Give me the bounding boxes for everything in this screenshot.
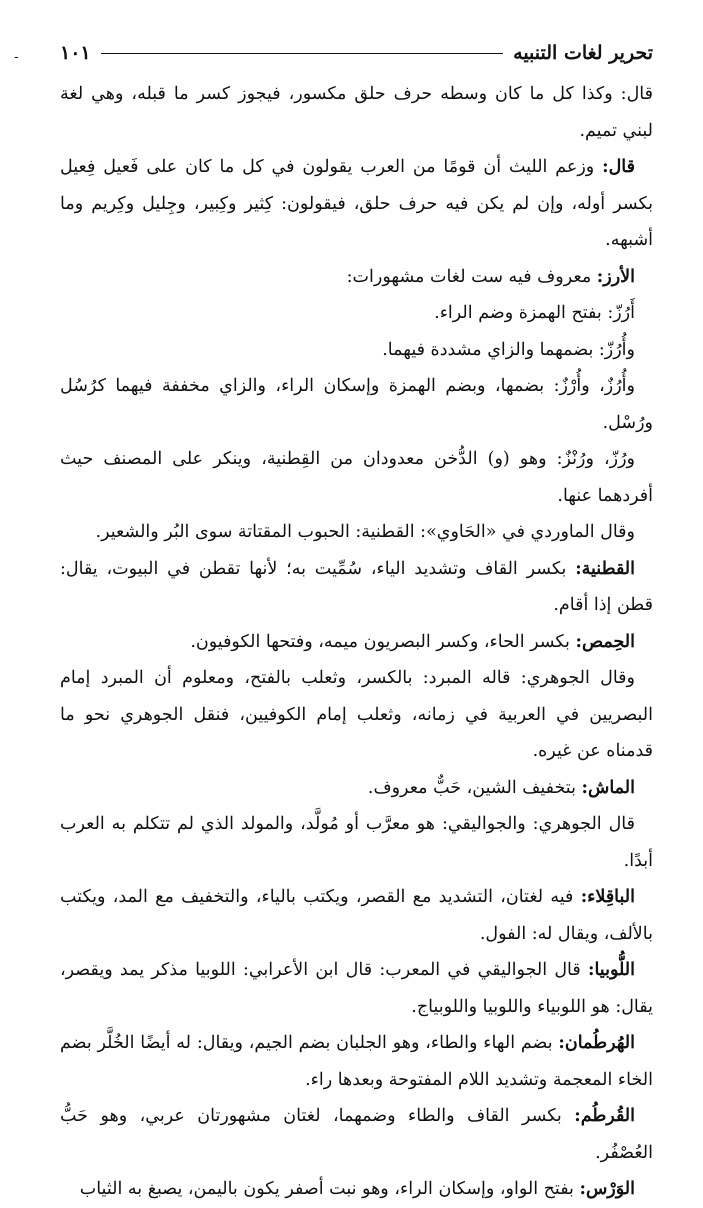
paragraph-text: وأُرُزّ: بضمهما والزاي مشددة فيهما. bbox=[382, 339, 635, 360]
paragraph-text: معروف فيه ست لغات مشهورات: bbox=[346, 266, 597, 287]
paragraph bbox=[60, 952, 653, 1025]
paragraph-text: وزعم الليث أن قومًا من العرب يقولون في كل ما كان على فَعيل فِعيل بكسر أوله، وإن لم يكن فيه حرف حلق، فيقولون: كِثير وكِبير، وجِليل وكِريم وما أشبهه. bbox=[60, 157, 653, 250]
paragraph-text: قال الجواليقي في المعرب: قال ابن الأعرابي: اللوبيا مذكر يمد ويقصر، يقال: هو اللوبياء واللوبيا واللوبياج. bbox=[60, 960, 653, 1017]
paragraph-text: بتخفيف الشين، حَبٌّ معروف. bbox=[367, 777, 582, 798]
running-title: تحرير لغات التنبيه bbox=[513, 42, 653, 64]
paragraph-lead: القُرطُم: bbox=[574, 1106, 635, 1126]
paragraph bbox=[60, 660, 653, 770]
paragraph bbox=[60, 1098, 653, 1171]
paragraph-text: ورُزّ، ورُنْزٌ: وهو (و) الدُّخن معدودان من القِطنية، وينكر على المصنف حيث أفردهما عنها. bbox=[60, 449, 653, 506]
corner-mark: - bbox=[14, 49, 19, 65]
paragraph bbox=[60, 1171, 653, 1208]
paragraph bbox=[60, 149, 653, 259]
paragraph bbox=[60, 368, 653, 441]
paragraph-lead: الماش: bbox=[581, 777, 635, 798]
paragraph bbox=[60, 76, 653, 149]
paragraph bbox=[60, 295, 653, 332]
paragraph-text: قال: وكذا كل ما كان وسطه حرف حلق مكسور، فيجوز كسر ما قبله، وهي لغة لبني تميم. bbox=[60, 84, 653, 141]
paragraph-text: بفتح الواو، وإسكان الراء، وهو نبت أصفر يكون باليمن، يصبغ به الثياب bbox=[79, 1179, 580, 1199]
paragraph-text: بكسر القاف وتشديد الياء، سُمِّيت به؛ لأنها تقطن في البيوت، يقال: قطن إذا أقام. bbox=[60, 558, 653, 615]
paragraph-text: بكسر القاف والطاء وضمهما، لغتان مشهورتان عربي، وهو حَبُّ العُصْفُر. bbox=[60, 1106, 653, 1163]
header-rule bbox=[101, 53, 504, 54]
paragraph bbox=[60, 441, 653, 514]
paragraph-lead: الباقِلاء: bbox=[580, 887, 635, 907]
paragraph-text: وأُرُزٌ، وأُرْزٌ: بضمها، وبضم الهمزة وإسكان الراء، والزاي مخففة فيهما كرُسُل ورُسْل. bbox=[60, 376, 653, 433]
paragraph bbox=[60, 1025, 653, 1098]
paragraph-text: وقال الماوردي في «الحَاوي»: القطنية: الحبوب المقتاتة سوى البُر والشعير. bbox=[95, 522, 635, 542]
paragraph bbox=[60, 770, 653, 807]
paragraph-text: قال الجوهري: والجواليقي: هو معرَّب أو مُولَّد، والمولد الذي لم تتكلم به العرب أبدًا. bbox=[60, 814, 653, 871]
page-number: ١٠١ bbox=[60, 42, 91, 64]
paragraph-text: فيه لغتان، التشديد مع القصر، ويكتب بالياء، والتخفيف مع المد، ويكتب بالألف، ويقال له: الفول. bbox=[60, 887, 653, 944]
paragraph bbox=[60, 624, 653, 661]
paragraph bbox=[60, 259, 653, 296]
paragraph-lead: الوَرْس: bbox=[579, 1179, 635, 1199]
paragraph bbox=[60, 806, 653, 879]
paragraph-text: أَرُزّ: بفتح الهمزة وضم الراء. bbox=[434, 303, 635, 323]
paragraph-lead: اللُّوبيا: bbox=[588, 960, 635, 980]
paragraph bbox=[60, 551, 653, 624]
body-text bbox=[60, 76, 653, 1208]
paragraph bbox=[60, 514, 653, 551]
paragraph-lead: الحِمص: bbox=[575, 631, 635, 652]
paragraph-lead: القطنية: bbox=[575, 558, 635, 579]
paragraph-lead: الهُرطُمان: bbox=[558, 1033, 635, 1053]
paragraph-text: بكسر الحاء، وكسر البصريون ميمه، وفتحها الكوفيون. bbox=[190, 631, 576, 652]
paragraph-text: وقال الجوهري: قاله المبرد: بالكسر، وثعلب بالفتح، ومعلوم أن المبرد إمام البصريين في العربية في زمانه، وثعلب إمام الكوفيين، فنقل الجوهري نحو ما قدمناه عن غيره. bbox=[60, 668, 653, 761]
paragraph-lead: قال: bbox=[602, 157, 635, 177]
paragraph bbox=[60, 879, 653, 952]
paragraph bbox=[60, 332, 653, 369]
paragraph-text: بضم الهاء والطاء، وهو الجلبان بضم الجيم، ويقال: له أيضًا الخُلَّر بضم الخاء المعجمة وتشديد اللام المفتوحة وبعدها راء. bbox=[60, 1033, 653, 1090]
page-header bbox=[60, 38, 653, 68]
paragraph-lead: الأرز: bbox=[596, 266, 635, 287]
